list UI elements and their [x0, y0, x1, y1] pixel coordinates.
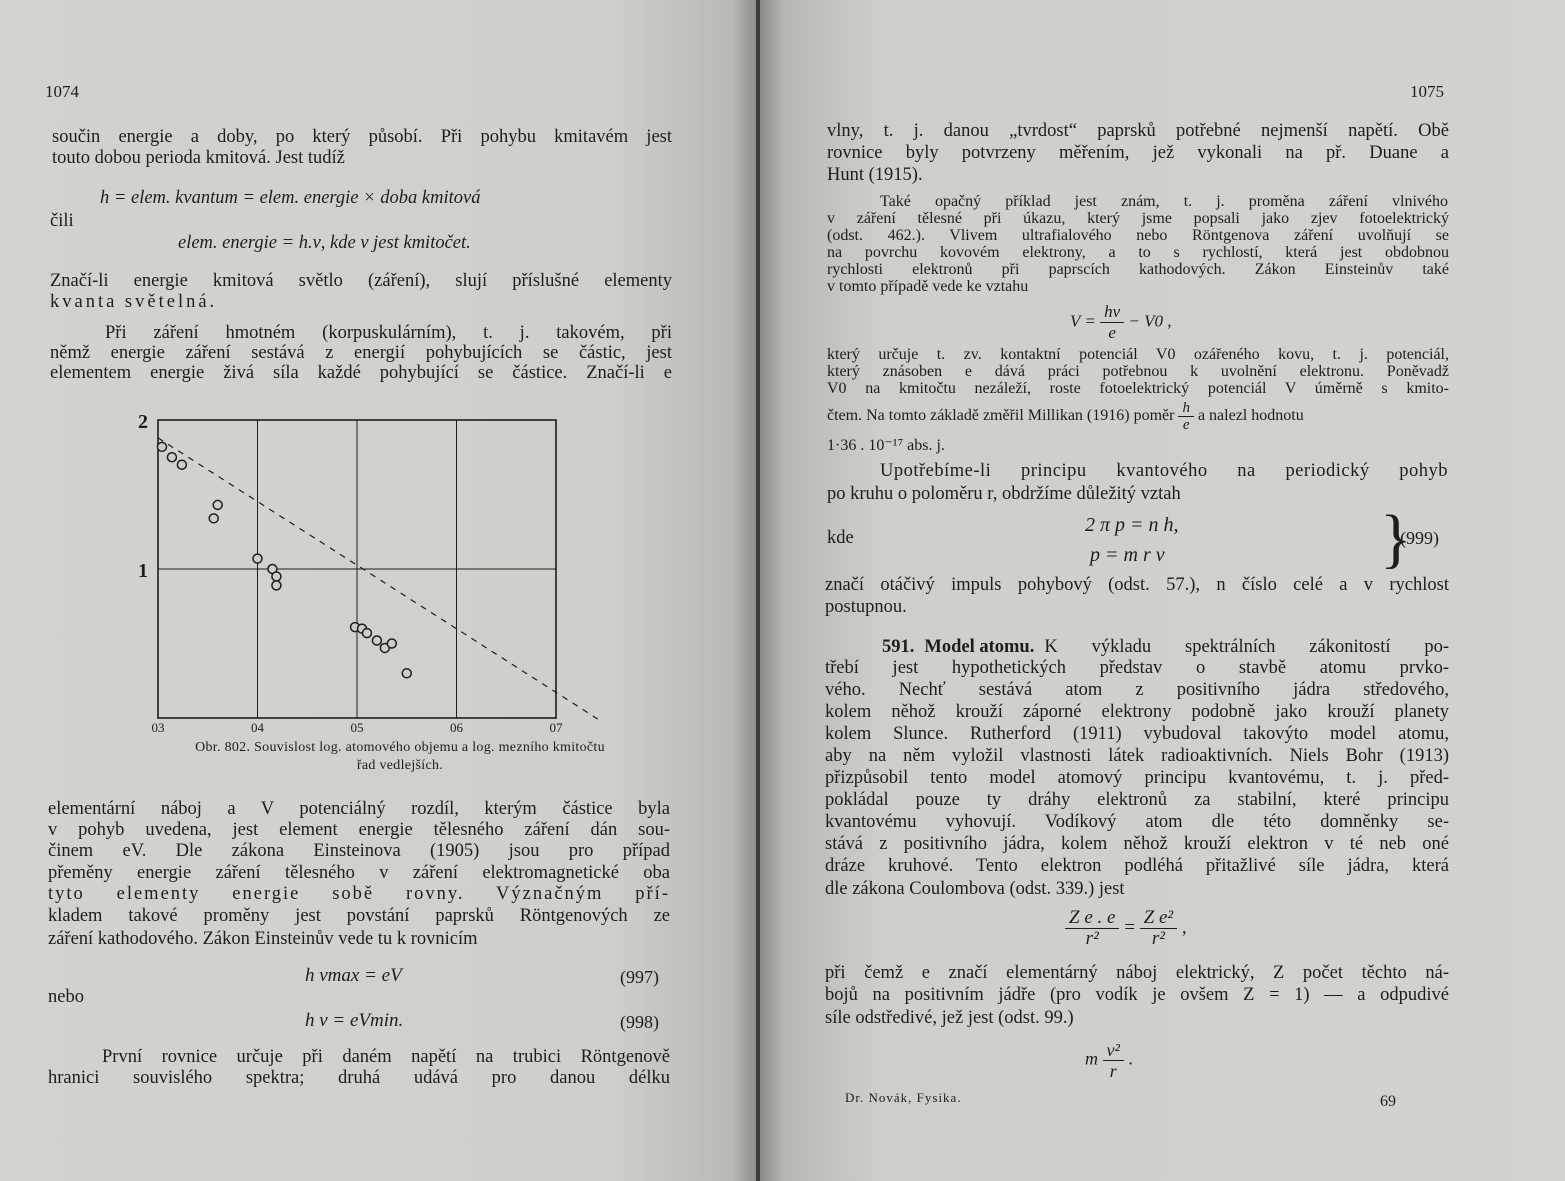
frac-num: Z e . e [1065, 908, 1119, 929]
text-line: K výkladu spektrálních zákonitostí po- [1044, 637, 1449, 657]
text-line: v pohyb uvedena, jest element energie tělesného záření dán sou- [48, 820, 670, 840]
equation-999-b: p = m r v [1090, 544, 1165, 566]
data-point [372, 636, 381, 645]
equation-number: (999) [1400, 528, 1439, 548]
page-number-right: 1075 [1410, 82, 1444, 101]
text-line: pokládal pouze ty dráhy elektronů za stabilní, které principu [825, 790, 1449, 810]
text-line: po kruhu o poloměru r, obdržíme důležitý vztah [827, 484, 1181, 504]
x-tick-label: 06 [450, 720, 463, 735]
text-line: rovnice byly potvrzeny měřením, jež vykonali na př. Duane a [827, 143, 1449, 163]
figure-caption: řad vedlejších. [356, 758, 444, 773]
trend-line [158, 438, 601, 721]
text-line: hranici souvislého spektra; druhá udává pro danou délku [48, 1068, 670, 1088]
text-line: kolem Slunce. Rutherford (1911) vybudoval takovýto model atomu, [825, 724, 1449, 744]
fraction [1140, 908, 1177, 949]
text-line: touto dobou perioda kmitová. Jest tudíž [52, 148, 345, 168]
right-page [760, 0, 1565, 1181]
equals-sign: = [1124, 916, 1135, 938]
text-line: třebí jest hypothetických představ o stavbě atomu prvko- [825, 658, 1449, 678]
fraction [1103, 1040, 1124, 1081]
x-tick-label: 07 [549, 720, 563, 735]
text-line: elementární náboj a V potenciálný rozdíl, kterým částice byla [48, 799, 670, 819]
text-line: postupnou. [825, 597, 907, 617]
page-number-left: 1074 [45, 82, 79, 101]
data-point [402, 669, 411, 678]
fraction [1100, 302, 1124, 343]
frac-num: hν [1100, 302, 1124, 323]
data-point [387, 639, 396, 648]
frac-num: v² [1103, 1040, 1124, 1061]
cili-label: čili [50, 211, 74, 231]
left-page [0, 0, 756, 1181]
text-line: síle odstředivé, jež jest (odst. 99.) [825, 1008, 1074, 1028]
signature-mark: 69 [1380, 1093, 1396, 1110]
data-point [167, 453, 176, 462]
text-line: značí otáčivý impuls pohybový (odst. 57.), n číslo celé a v rychlost [825, 575, 1449, 595]
eq-m: m [1085, 1048, 1098, 1069]
y-tick-label: 1 [138, 560, 148, 582]
equation-coulomb [1065, 908, 1187, 949]
text-line: němž energie záření sestává z energií pohybujících se částic, jest [50, 343, 672, 363]
frac-den: r [1109, 1061, 1117, 1081]
text-line-small: v záření tělesné při úkazu, který jsme popsali jako zjev fotoelektrický [827, 210, 1449, 227]
text-line: vlny, t. j. danou „tvrdost“ paprsků potřebné nejmenší napětí. Obě [827, 121, 1449, 141]
text-line: přizpůsobil tento model atomový principu kvantovému, t. j. před- [825, 768, 1449, 788]
text-line: Značí-li energie kmitová světlo (záření), slují příslušné elementy [50, 271, 672, 291]
text-line: součin energie a doby, po který působí. Při pohybu kmitavém jest [52, 127, 672, 147]
text-line: vého. Nechť sestává atom z positivního jádra středového, [825, 680, 1449, 700]
frac-den: e [1182, 416, 1190, 433]
chart-svg [120, 400, 620, 740]
text-line-small: rychlosti elektronů při paprscích kathodových. Zákon Einsteinův také [827, 261, 1449, 278]
equation-number: (998) [620, 1012, 659, 1032]
frac-num: Z e² [1140, 908, 1177, 929]
data-point [272, 581, 281, 590]
y-tick-label: 2 [138, 411, 148, 433]
text-line-small: Také opačný příklad jest znám, t. j. proměna záření vlnivého [880, 193, 1448, 210]
figure-802-chart [120, 400, 620, 740]
text-line: kvantovému vyhovují. Vodíkový atom dle této domněnky se- [825, 812, 1449, 832]
text-line: elementem energie živá síla každé pohybující se částice. Značí-li e [50, 363, 672, 383]
text-line-small: V0 na kmitočtu nezáleží, roste fotoelektrický potenciál V úměrně s kmito- [827, 380, 1449, 397]
text-line: Při záření hmotném (korpuskulárním), t. j. takovém, při [105, 323, 672, 343]
text-line-small: (odst. 462.). Vlivem ultrafialového nebo Röntgenova záření uvolňují se [827, 227, 1449, 244]
formula-energy: elem. energie = h.ν, kde ν jest kmitočet. [178, 233, 471, 253]
figure-caption: Obr. 802. Souvislost log. atomového objemu a log. mezního kmitočtu [195, 740, 605, 755]
text-line-small: který určuje t. zv. kontaktní potenciál V0 ozářeného kovu, t. j. potenciál, [827, 346, 1449, 363]
data-point [177, 460, 186, 469]
frac-num: h [1178, 400, 1194, 417]
nebo-label: nebo [48, 987, 84, 1007]
formula-h: h = elem. kvantum = elem. energie × doba kmitová [100, 188, 481, 208]
text-line: přeměny energie záření tělesného v záření elektromagnetické oba [48, 863, 670, 883]
millikan-line [827, 398, 1304, 434]
comma: , [1181, 916, 1187, 938]
frac-den: r² [1085, 928, 1099, 949]
text-line: bojů na positivním jádře (pro vodík je ovšem Z = 1) — a odpudivé [825, 985, 1449, 1005]
text-line-spaced: tyto elementy energie sobě rovny. Význačným pří- [48, 884, 670, 904]
text-line: aby na něm vyložil vlastnosti látek radioaktivních. Niels Bohr (1913) [825, 746, 1449, 766]
equation-photoelectric [1070, 302, 1171, 343]
section-title: Model atomu. [924, 637, 1035, 657]
eq-right: − V0 , [1128, 311, 1172, 331]
data-point [157, 442, 166, 451]
equation-number: (997) [620, 967, 659, 987]
frac-den: e [1108, 323, 1116, 342]
text-line-small: v tomto případě vede ke vztahu [827, 278, 1029, 295]
equation-999-a: 2 π p = n h, [1085, 514, 1179, 536]
text-line: První rovnice určuje při daném napětí na trubici Röntgenově [102, 1047, 670, 1067]
x-tick-label: 03 [151, 720, 165, 735]
text-line-small: který znásoben e dává práci potřebnou k uvolnění elektronu. Poněvadž [827, 363, 1449, 380]
footer-author: Dr. Novák, Fysika. [845, 1090, 962, 1105]
text-line-small: čtem. Na tomto základě změřil Millikan (1916) poměr [827, 407, 1175, 424]
data-point [362, 629, 371, 638]
data-point [272, 572, 281, 581]
text-line-small: na povrchu kovovém elektrony, a to s rychlostí, která jest obdobnou [827, 244, 1449, 261]
text-line-spaced: kvanta světelná. [50, 292, 218, 312]
text-line: stává z positivního jádra, kolem něhož krouží elektron v té neb oné [825, 834, 1449, 854]
text-line: dráze kruhové. Tento elektron podléhá přitažlivé síle jádra, která [825, 856, 1449, 876]
fraction [1178, 400, 1194, 433]
text-line: záření kathodového. Zákon Einsteinův vede tu k rovnicím [48, 929, 478, 949]
eq-left: V = [1070, 311, 1096, 331]
brace-glyph: } [1380, 502, 1412, 575]
x-tick-label: 05 [350, 720, 364, 735]
x-tick-label: 04 [251, 720, 264, 735]
text-line: činem eV. Dle zákona Einsteinova (1905) jsou pro případ [48, 841, 670, 861]
text-line: Hunt (1915). [827, 165, 923, 185]
data-point [209, 514, 218, 523]
text-line: kladem takové proměny jest povstání paprsků Röntgenových ze [48, 906, 670, 926]
fraction [1065, 908, 1119, 949]
data-point [253, 554, 262, 563]
period: . [1128, 1048, 1133, 1069]
equation-997: h νmax = eV [305, 965, 402, 986]
equation-centrifugal [1085, 1040, 1133, 1081]
text-line: při čemž e značí elementárný náboj elektrický, Z počet těchto ná- [825, 963, 1449, 983]
text-line: kolem něhož krouží záporné elektrony podobně jako krouží planety [825, 702, 1449, 722]
section-number: 591. [882, 637, 915, 657]
value-line: 1·36 . 10⁻¹⁷ abs. j. [827, 437, 945, 454]
data-point [213, 500, 222, 509]
section-heading-line [882, 637, 1449, 658]
text-line: Upotřebíme-li principu kvantového na periodický pohyb [880, 461, 1448, 481]
kde-label: kde [827, 528, 854, 548]
frac-den: r² [1151, 928, 1165, 949]
text-line: dle zákona Coulombova (odst. 339.) jest [825, 879, 1125, 899]
equation-998: h ν = eVmin. [305, 1010, 404, 1031]
text-line-small: a nalezl hodnotu [1197, 407, 1304, 424]
